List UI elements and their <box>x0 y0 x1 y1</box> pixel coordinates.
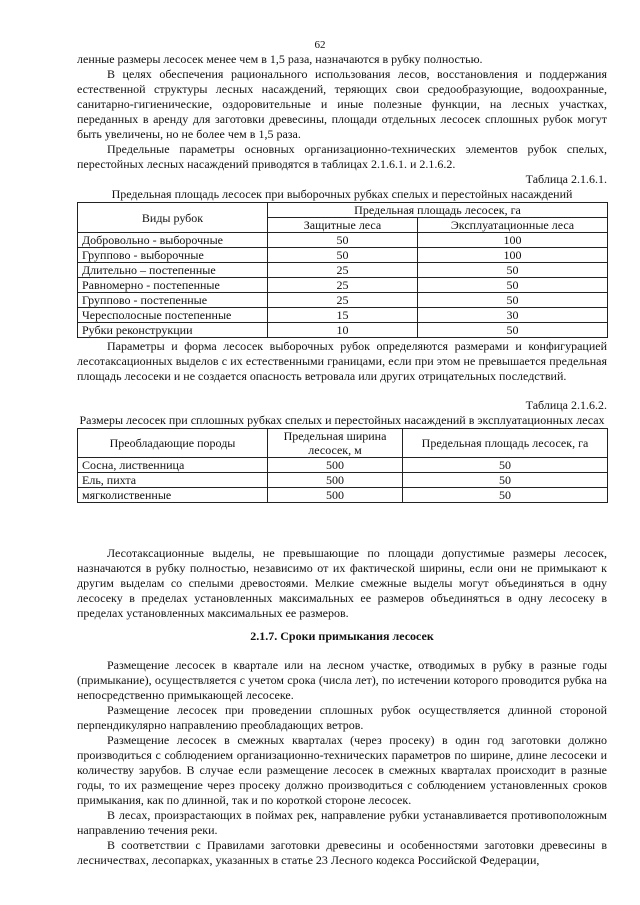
paragraph-1: ленные размеры лесосек менее чем в 1,5 раза, назначаются в рубку полностью. <box>77 52 483 66</box>
row-name: Рубки реконструкции <box>78 323 268 338</box>
row-exploitation: 50 <box>418 263 608 278</box>
table-row <box>78 473 608 488</box>
table1-header-protective: Защитные леса <box>268 218 418 233</box>
table1-caption: Предельная площадь лесосек при выборочных рубках спелых и перестойных насаждений <box>111 187 573 201</box>
row-area: 50 <box>403 473 608 488</box>
paragraph-10: В соответствии с Правилами заготовки древесины и особенностями заготовки древесины в лесничествах, лесопарках, указанных в статье 23 Лесного кодекса Российской Федерации, <box>77 838 607 867</box>
paragraph-4: Параметры и форма лесосек выборочных рубок определяются размерами и конфигурацией лесотаксационных выделов с их естественными границами, если при этом не превышается предельная площадь лесосеки и не создается опасность ветровала или других отрицательных последствий. <box>77 339 607 383</box>
table1-label: Таблица 2.1.6.1. <box>525 172 607 186</box>
table-row <box>78 293 608 308</box>
paragraph-8: Размещение лесосек в смежных кварталах (через просеку) в один год заготовки должно производиться с соблюдением организационно-технических параметров по ширине, длине лесосеки и количеству зарубов. В случае если размещение лесосек в смежных кварталах происходит в разные годы, то их размещение через просеку должно производиться с соблюдением установленных сроков примыкания, как по длинной, так и по короткой стороне лесосек. <box>77 733 607 807</box>
row-width: 500 <box>268 458 403 473</box>
text-block-bottom <box>77 658 607 868</box>
row-protective: 25 <box>268 293 418 308</box>
row-name: Сосна, лиственница <box>78 458 268 473</box>
table2-block <box>77 398 607 503</box>
row-width: 500 <box>268 488 403 503</box>
row-name: мягколиственные <box>78 488 268 503</box>
table1-header-exploitation: Эксплуатационные леса <box>418 218 608 233</box>
row-exploitation: 100 <box>418 248 608 263</box>
paragraph-6: Размещение лесосек в квартале или на лесном участке, отводимых в рубку в разные годы (примыкание), осуществляется с учетом срока (числа лет), по истечении которого проводится рубка на непосредственно примыкающей лесосеке. <box>77 658 607 702</box>
text-block-top <box>77 52 607 172</box>
table1-header-type: Виды рубок <box>78 203 268 233</box>
row-exploitation: 30 <box>418 308 608 323</box>
table2-label: Таблица 2.1.6.2. <box>525 398 607 412</box>
table-row <box>78 233 608 248</box>
row-protective: 50 <box>268 233 418 248</box>
paragraph-3: Предельные параметры основных организационно-технических элементов рубок спелых, перестойных лесных насаждений приводятся в таблицах 2.1.6.1. и 2.1.6.2. <box>77 142 607 171</box>
row-protective: 50 <box>268 248 418 263</box>
row-protective: 10 <box>268 323 418 338</box>
table-row <box>78 308 608 323</box>
table-row <box>78 488 608 503</box>
row-exploitation: 50 <box>418 278 608 293</box>
row-width: 500 <box>268 473 403 488</box>
paragraph-5: Лесотаксационные выделы, не превышающие по площади допустимые размеры лесосек, назначаются в рубку полностью, независимо от их фактической ширины, если они не примыкают к другим выделам со спелыми древостоями. Мелкие смежные выделы могут объединяться в одну лесосеку в пределах установленных максимальных ее размеров объединяться в одну лесосеку в пределах установленных максимальных ее размеров. <box>77 546 607 620</box>
table2-header-width: Предельная ширина лесосек, м <box>268 429 403 458</box>
table1-block <box>77 172 607 338</box>
row-protective: 15 <box>268 308 418 323</box>
section-heading: 2.1.7. Сроки примыкания лесосек <box>250 629 434 643</box>
row-exploitation: 100 <box>418 233 608 248</box>
row-name: Группово - постепенные <box>78 293 268 308</box>
paragraph-2: В целях обеспечения рационального использования лесов, восстановления и поддержания естественной структуры лесных насаждений, теряющих свои средообразующие, водоохранные, санитарно-гигиенические, оздоровительные и иные полезные функции, на лесных участках, переданных в аренду для заготовки древесины, площади отдельных лесосек сплошных рубок могут быть увеличены, но не более чем в 1,5 раза. <box>77 67 607 141</box>
paragraph-7: Размещение лесосек при проведении сплошных рубок осуществляется длинной стороной перпендикулярно направлению преобладающих ветров. <box>77 703 607 732</box>
row-name: Группово - выборочные <box>78 248 268 263</box>
table-row <box>78 323 608 338</box>
row-name: Добровольно - выборочные <box>78 233 268 248</box>
text-block-after-table2 <box>77 546 607 621</box>
table2-header-species: Преобладающие породы <box>78 429 268 458</box>
table-row <box>78 278 608 293</box>
row-name: Ель, пихта <box>78 473 268 488</box>
table-row <box>78 263 608 278</box>
section-heading-block <box>77 629 607 644</box>
row-name: Равномерно - постепенные <box>78 278 268 293</box>
row-exploitation: 50 <box>418 323 608 338</box>
table2-header-area: Предельная площадь лесосек, га <box>403 429 608 458</box>
row-exploitation: 50 <box>418 293 608 308</box>
text-block-middle <box>77 339 607 384</box>
row-name: Чересполосные постепенные <box>78 308 268 323</box>
row-protective: 25 <box>268 278 418 293</box>
table2-caption: Размеры лесосек при сплошных рубках спелых и перестойных насаждений в эксплуатационных лесах <box>79 413 605 427</box>
row-protective: 25 <box>268 263 418 278</box>
table-row <box>78 248 608 263</box>
table-row <box>78 458 608 473</box>
table1 <box>77 202 608 338</box>
table1-header-group: Предельная площадь лесосек, га <box>268 203 608 218</box>
row-area: 50 <box>403 488 608 503</box>
row-area: 50 <box>403 458 608 473</box>
paragraph-9: В лесах, произрастающих в поймах рек, направление рубки устанавливается противоположным направлению течения реки. <box>77 808 607 837</box>
table2 <box>77 428 608 503</box>
row-name: Длительно – постепенные <box>78 263 268 278</box>
page-number: 62 <box>314 39 326 51</box>
